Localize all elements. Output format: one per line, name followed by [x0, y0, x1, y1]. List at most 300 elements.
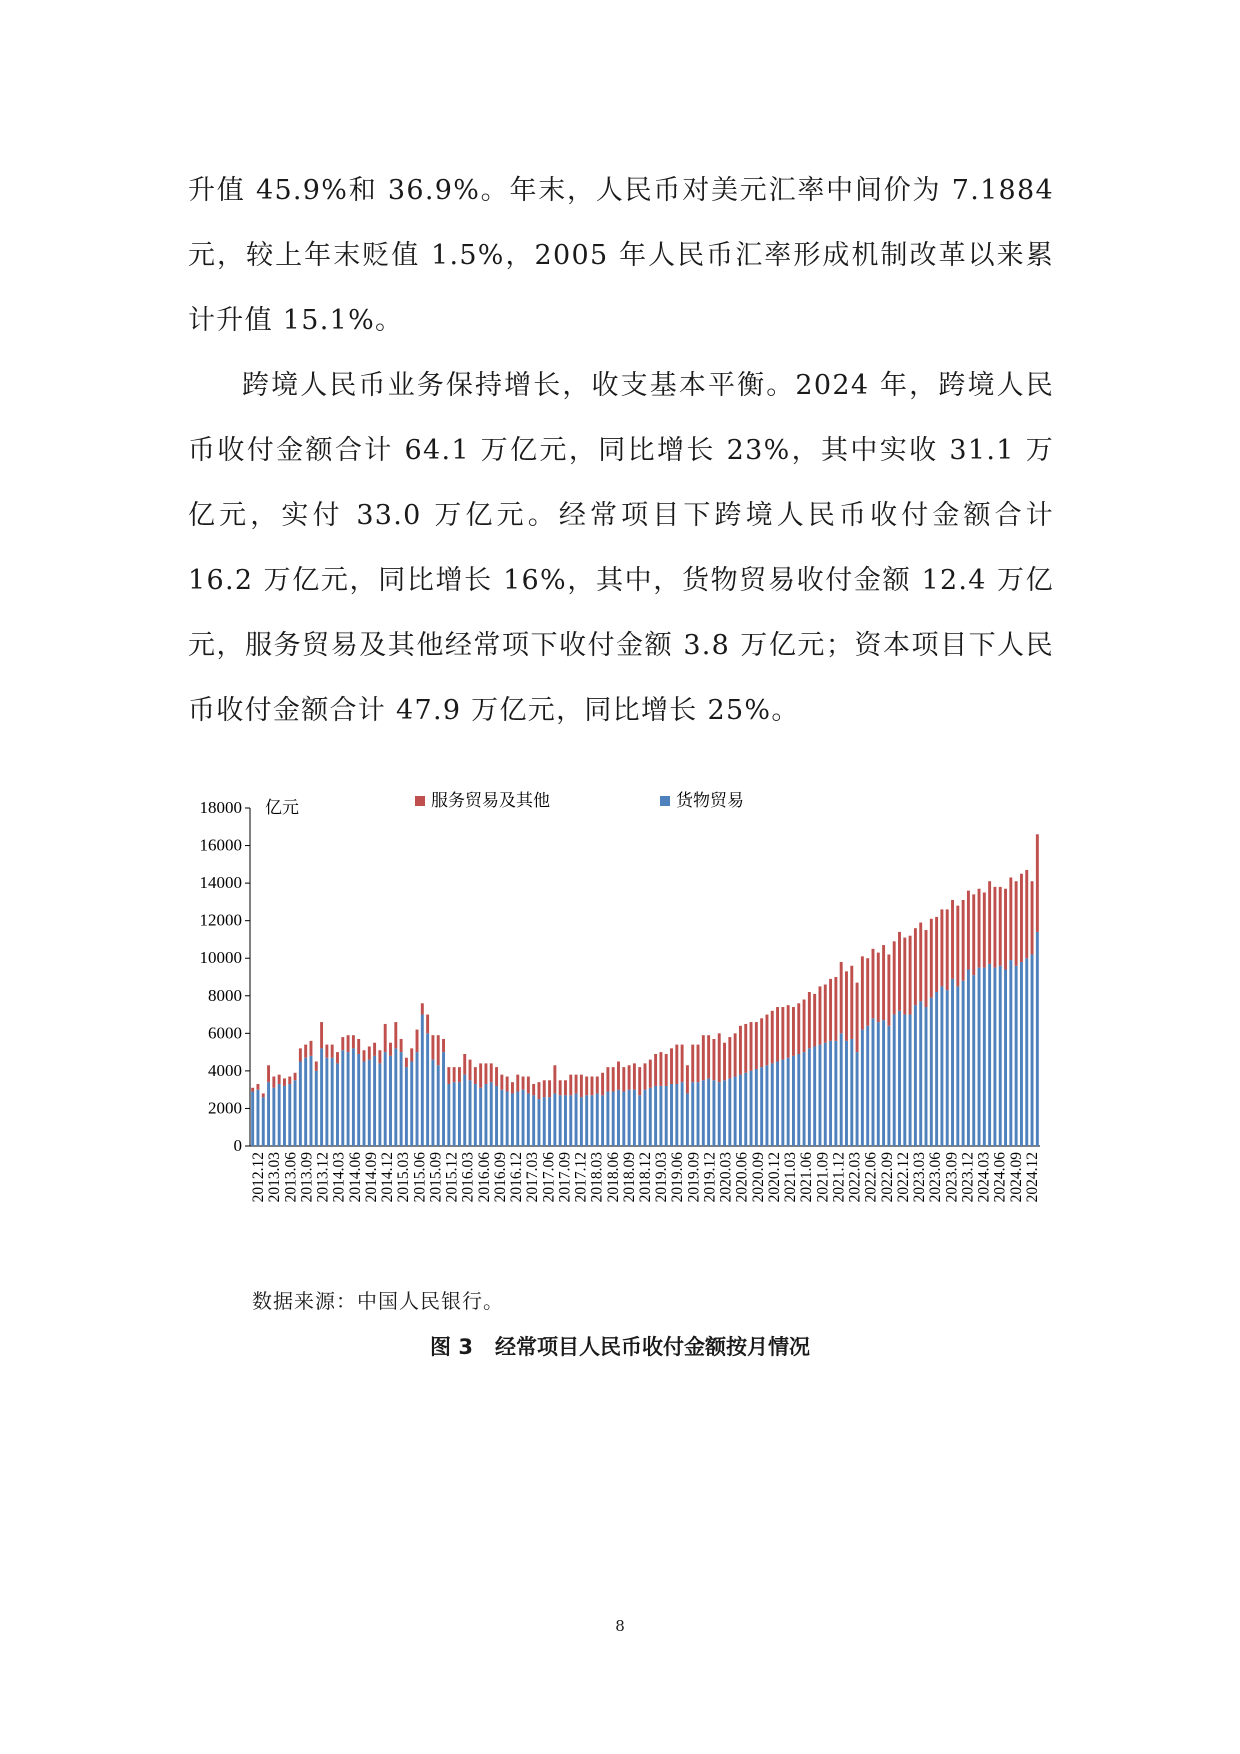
bar-services — [914, 928, 917, 1005]
x-tick-label: 2020.09 — [749, 1152, 767, 1203]
bar-goods — [288, 1084, 291, 1146]
x-tick-label: 2020.12 — [765, 1152, 783, 1203]
bar-goods — [548, 1097, 551, 1146]
bar-goods — [320, 1048, 323, 1146]
bar-goods — [993, 968, 996, 1146]
bar-goods — [940, 986, 943, 1146]
bar-services — [352, 1035, 355, 1048]
bar-services — [622, 1067, 625, 1091]
x-tick-label: 2014.09 — [362, 1152, 380, 1203]
bar-goods — [744, 1073, 747, 1146]
bar-goods — [405, 1067, 408, 1146]
bar-services — [718, 1033, 721, 1082]
x-tick-label: 2019.12 — [701, 1152, 719, 1203]
bar-services — [442, 1039, 445, 1052]
bar-services — [781, 1007, 784, 1060]
bar-goods — [850, 1039, 853, 1146]
bar-services — [861, 956, 864, 1029]
bar-goods — [718, 1082, 721, 1146]
bar-services — [771, 1011, 774, 1064]
bar-goods — [967, 969, 970, 1146]
bar-goods — [649, 1088, 652, 1146]
paragraph-1: 升值 45.9%和 36.9%。年末，人民币对美元汇率中间价为 7.1884 元，较上年末贬值 1.5%，2005 年人民币汇率形成机制改革以来累计升值 15.1%。 — [188, 175, 1054, 336]
bar-goods — [416, 1052, 419, 1146]
bar-goods — [813, 1046, 816, 1146]
bar-services — [872, 949, 875, 1018]
bar-goods — [575, 1093, 578, 1146]
bar-services — [463, 1054, 466, 1075]
chart — [190, 786, 1070, 1246]
bar-goods — [771, 1063, 774, 1146]
bar-goods — [400, 1052, 403, 1146]
bar-goods — [681, 1082, 684, 1146]
x-tick-label: 2024.12 — [1023, 1152, 1041, 1203]
bar-services — [373, 1043, 376, 1056]
x-tick-label: 2013.12 — [314, 1152, 332, 1203]
bar-goods — [887, 1026, 890, 1146]
bar-goods — [532, 1095, 535, 1146]
x-tick-label: 2018.09 — [620, 1152, 638, 1203]
bar-services — [315, 1062, 318, 1071]
x-tick-label: 2016.06 — [475, 1152, 493, 1203]
bar-services — [283, 1078, 286, 1086]
x-tick-label: 2024.06 — [991, 1152, 1009, 1203]
x-tick-label: 2017.03 — [524, 1152, 542, 1203]
bar-services — [882, 945, 885, 1020]
bar-goods — [834, 1041, 837, 1146]
bar-services — [336, 1052, 339, 1063]
x-tick-label: 2023.06 — [927, 1152, 945, 1203]
bar-services — [1009, 877, 1012, 960]
bar-services — [410, 1048, 413, 1061]
bar-services — [649, 1060, 652, 1088]
bar-goods — [723, 1080, 726, 1146]
bar-services — [702, 1035, 705, 1080]
bar-services — [251, 1088, 254, 1092]
x-tick-label: 2024.09 — [1007, 1152, 1025, 1203]
bar-services — [606, 1067, 609, 1091]
x-tick-label: 2020.06 — [733, 1152, 751, 1203]
bar-goods — [845, 1041, 848, 1146]
x-tick-label: 2023.03 — [911, 1152, 929, 1203]
bar-goods — [691, 1082, 694, 1146]
bar-goods — [988, 964, 991, 1146]
bar-services — [617, 1062, 620, 1090]
bar-services — [394, 1022, 397, 1048]
bar-services — [426, 1015, 429, 1034]
bar-services — [787, 1005, 790, 1058]
bar-goods — [829, 1041, 832, 1146]
x-tick-label: 2021.03 — [782, 1152, 800, 1203]
bar-services — [893, 941, 896, 1014]
y-tick-label: 0 — [233, 1136, 242, 1155]
bar-goods — [336, 1063, 339, 1146]
bar-services — [760, 1018, 763, 1067]
bar-goods — [617, 1090, 620, 1146]
bar-services — [675, 1045, 678, 1084]
bar-services — [707, 1035, 710, 1078]
paragraph-2: 跨境人民币业务保持增长，收支基本平衡。2024 年，跨境人民币收付金额合计 64.1 万亿元，同比增长 23%，其中实收 31.1 万亿元，实付 33.0 万亿元。经常项目下跨境人民币收付金额合计 16.2 万亿元，同比增长 16%，其中，货物贸易收付金额 12.4 万亿元，服务贸易及其他经常项下收付金额 3.8 万亿元；资本项目下人民币收付金额合计 47.9 万亿元，同比增长 25%。 — [188, 370, 1054, 726]
bar-goods — [373, 1056, 376, 1146]
bar-goods — [484, 1084, 487, 1146]
bar-services — [750, 1022, 753, 1071]
bar-services — [538, 1082, 541, 1099]
chart-svg — [190, 786, 1070, 1246]
bar-services — [1025, 870, 1028, 958]
bar-goods — [315, 1071, 318, 1146]
bar-goods — [341, 1050, 344, 1146]
bar-goods — [962, 981, 965, 1146]
bar-services — [697, 1045, 700, 1083]
bar-services — [458, 1067, 461, 1082]
bar-services — [453, 1067, 456, 1082]
bar-goods — [580, 1097, 583, 1146]
x-tick-label: 2015.06 — [411, 1152, 429, 1203]
bar-services — [840, 962, 843, 1033]
bar-services — [511, 1082, 514, 1093]
bar-goods — [919, 1001, 922, 1146]
bar-goods — [633, 1090, 636, 1146]
bar-goods — [1020, 962, 1023, 1146]
bar-goods — [893, 1015, 896, 1146]
bar-services — [803, 1000, 806, 1053]
bar-goods — [840, 1033, 843, 1146]
x-tick-label: 2014.06 — [346, 1152, 364, 1203]
figure-title: 经常项目人民币收付金额按月情况 — [494, 1335, 810, 1359]
bar-services — [659, 1052, 662, 1086]
bar-goods — [819, 1045, 822, 1146]
bar-services — [325, 1045, 328, 1058]
y-tick-label: 6000 — [208, 1023, 242, 1043]
bar-goods — [935, 992, 938, 1146]
bar-goods — [776, 1062, 779, 1147]
x-tick-label: 2018.06 — [604, 1152, 622, 1203]
bar-services — [278, 1075, 281, 1084]
bar-services — [813, 994, 816, 1047]
bar-services — [1020, 874, 1023, 962]
bar-services — [967, 891, 970, 970]
x-tick-label: 2020.03 — [717, 1152, 735, 1203]
bar-goods — [765, 1065, 768, 1146]
y-tick-label: 16000 — [199, 835, 242, 855]
x-tick-label: 2016.03 — [459, 1152, 477, 1203]
bar-services — [739, 1026, 742, 1075]
bar-goods — [458, 1082, 461, 1146]
bar-goods — [522, 1090, 525, 1146]
bar-goods — [469, 1080, 472, 1146]
bar-goods — [739, 1075, 742, 1146]
bar-services — [553, 1065, 556, 1093]
bar-services — [416, 1030, 419, 1053]
bar-goods — [527, 1093, 530, 1146]
bar-goods — [304, 1058, 307, 1146]
bar-services — [341, 1037, 344, 1050]
bar-goods — [431, 1060, 434, 1146]
bar-goods — [538, 1099, 541, 1146]
bar-services — [978, 889, 981, 968]
bar-services — [532, 1084, 535, 1095]
bar-services — [644, 1063, 647, 1089]
bar-goods — [638, 1095, 641, 1146]
y-tick-label: 18000 — [199, 798, 242, 817]
bar-goods — [543, 1097, 546, 1146]
y-tick-label: 12000 — [199, 910, 242, 930]
bar-goods — [972, 975, 975, 1146]
bar-services — [919, 923, 922, 1002]
x-tick-label: 2018.12 — [637, 1152, 654, 1203]
bar-goods — [670, 1084, 673, 1146]
bar-goods — [585, 1095, 588, 1146]
x-tick-label: 2022.03 — [846, 1152, 864, 1203]
bar-services — [628, 1065, 631, 1089]
bar-services — [983, 893, 986, 968]
bar-goods — [808, 1048, 811, 1146]
bar-goods — [500, 1090, 503, 1146]
bar-services — [940, 909, 943, 986]
x-tick-label: 2021.06 — [798, 1152, 816, 1203]
bar-services — [479, 1063, 482, 1087]
bar-goods — [591, 1095, 594, 1146]
bar-services — [256, 1084, 259, 1090]
figure-number: 图 3 — [430, 1335, 473, 1359]
bar-goods — [1031, 954, 1034, 1146]
bar-goods — [463, 1075, 466, 1146]
bar-services — [490, 1063, 493, 1082]
x-tick-label: 2013.09 — [298, 1152, 316, 1203]
bar-services — [331, 1045, 334, 1058]
bar-services — [930, 919, 933, 998]
bar-goods — [654, 1086, 657, 1146]
bar-goods — [612, 1092, 615, 1146]
bar-goods — [442, 1052, 445, 1146]
bar-services — [484, 1063, 487, 1084]
legend-label: 货物贸易 — [676, 791, 744, 811]
bar-services — [925, 930, 928, 1007]
bar-services — [559, 1080, 562, 1095]
x-tick-label: 2022.06 — [862, 1152, 880, 1203]
x-tick-label: 2015.12 — [443, 1152, 461, 1203]
bar-services — [956, 906, 959, 987]
bar-goods — [1009, 960, 1012, 1146]
bar-goods — [877, 1022, 880, 1146]
bar-goods — [474, 1084, 477, 1146]
bar-goods — [447, 1084, 450, 1146]
bar-goods — [596, 1093, 599, 1146]
bar-services — [548, 1080, 551, 1097]
bar-goods — [384, 1052, 387, 1146]
bar-goods — [665, 1086, 668, 1146]
bar-goods — [712, 1080, 715, 1146]
bar-goods — [792, 1056, 795, 1146]
x-tick-label: 2016.09 — [491, 1152, 509, 1203]
bar-goods — [256, 1090, 259, 1146]
bar-goods — [978, 968, 981, 1146]
bar-goods — [490, 1082, 493, 1146]
bar-goods — [601, 1095, 604, 1146]
bar-services — [569, 1075, 572, 1096]
bar-goods — [251, 1092, 254, 1146]
bar-services — [447, 1067, 450, 1084]
x-tick-label: 2015.09 — [427, 1152, 445, 1203]
bar-services — [999, 887, 1002, 966]
bar-services — [596, 1077, 599, 1094]
bar-services — [272, 1077, 275, 1088]
bar-services — [712, 1039, 715, 1080]
bar-goods — [1004, 969, 1007, 1146]
bar-goods — [866, 1026, 869, 1146]
legend-label: 服务贸易及其他 — [431, 791, 550, 811]
bar-services — [765, 1015, 768, 1066]
bar-services — [935, 917, 938, 992]
bar-goods — [946, 990, 949, 1146]
bar-goods — [803, 1052, 806, 1146]
y-tick-label: 8000 — [208, 985, 242, 1005]
bar-services — [834, 977, 837, 1041]
bar-goods — [559, 1095, 562, 1146]
y-tick-label: 10000 — [199, 948, 242, 968]
bar-goods — [903, 1015, 906, 1146]
bar-services — [792, 1007, 795, 1056]
bar-goods — [262, 1097, 265, 1146]
bar-services — [612, 1067, 615, 1091]
x-tick-label: 2015.03 — [395, 1152, 413, 1203]
bar-services — [850, 966, 853, 1039]
x-tick-label: 2014.03 — [330, 1152, 348, 1203]
bar-services — [845, 971, 848, 1040]
bar-goods — [378, 1063, 381, 1146]
bar-services — [638, 1067, 641, 1095]
bar-goods — [622, 1092, 625, 1146]
x-tick-label: 2013.03 — [266, 1152, 284, 1203]
bar-services — [564, 1080, 567, 1095]
bar-goods — [781, 1060, 784, 1146]
bar-goods — [453, 1082, 456, 1146]
legend-swatch — [660, 796, 670, 806]
bar-goods — [352, 1048, 355, 1146]
bar-services — [384, 1024, 387, 1052]
bar-services — [670, 1048, 673, 1084]
x-tick-label: 2017.06 — [540, 1152, 558, 1203]
bar-services — [400, 1039, 403, 1052]
bar-goods — [267, 1082, 270, 1146]
x-tick-label: 2017.09 — [556, 1152, 574, 1203]
bar-services — [808, 992, 811, 1048]
bar-goods — [410, 1062, 413, 1147]
x-tick-label: 2021.09 — [814, 1152, 832, 1203]
bar-services — [633, 1063, 636, 1089]
x-tick-label: 2022.12 — [894, 1152, 912, 1203]
bar-services — [824, 985, 827, 1043]
bar-services — [909, 936, 912, 1015]
y-unit-label: 亿元 — [265, 798, 299, 818]
bar-services — [755, 1022, 758, 1069]
bar-services — [866, 958, 869, 1026]
bar-goods — [644, 1090, 647, 1146]
bar-goods — [882, 1020, 885, 1146]
bar-goods — [930, 998, 933, 1146]
bar-goods — [325, 1058, 328, 1146]
bar-goods — [606, 1092, 609, 1146]
bar-services — [543, 1080, 546, 1097]
bar-services — [320, 1022, 323, 1048]
bar-goods — [394, 1048, 397, 1146]
bar-goods — [506, 1092, 509, 1146]
bar-goods — [824, 1043, 827, 1146]
bar-goods — [909, 1015, 912, 1146]
bar-services — [500, 1075, 503, 1090]
bar-goods — [516, 1092, 519, 1146]
y-tick-label: 4000 — [208, 1060, 242, 1080]
x-tick-label: 2019.09 — [685, 1152, 703, 1203]
x-tick-label: 2017.12 — [572, 1152, 590, 1203]
bar-services — [262, 1093, 265, 1097]
bar-goods — [1025, 958, 1028, 1146]
page-number: 8 — [615, 1617, 625, 1635]
bar-goods — [728, 1078, 731, 1146]
bar-services — [691, 1045, 694, 1083]
bar-services — [1031, 881, 1034, 954]
x-tick-label: 2024.03 — [975, 1152, 993, 1203]
bar-services — [304, 1045, 307, 1058]
x-tick-label: 2012.12 — [250, 1152, 268, 1203]
bar-services — [1004, 889, 1007, 970]
bar-services — [686, 1065, 689, 1093]
bar-services — [1036, 834, 1039, 932]
bar-goods — [368, 1060, 371, 1146]
bar-services — [728, 1037, 731, 1078]
bar-goods — [707, 1078, 710, 1146]
bar-goods — [797, 1054, 800, 1146]
bar-goods — [1015, 966, 1018, 1146]
bar-goods — [951, 979, 954, 1146]
bar-goods — [564, 1095, 567, 1146]
x-tick-label: 2022.09 — [878, 1152, 896, 1203]
bar-services — [580, 1075, 583, 1098]
bar-services — [665, 1054, 668, 1086]
x-tick-label: 2014.12 — [379, 1152, 397, 1203]
bar-goods — [479, 1088, 482, 1146]
bar-services — [405, 1058, 408, 1067]
x-tick-label: 2019.03 — [653, 1152, 671, 1203]
bar-services — [734, 1033, 737, 1076]
bar-services — [522, 1077, 525, 1090]
x-tick-label: 2018.03 — [588, 1152, 606, 1203]
bar-goods — [914, 1005, 917, 1146]
bar-services — [421, 1003, 424, 1014]
bar-services — [819, 986, 822, 1044]
bar-goods — [426, 1033, 429, 1146]
bar-goods — [437, 1065, 440, 1146]
bar-services — [585, 1077, 588, 1096]
bar-services — [299, 1048, 302, 1061]
bar-goods — [347, 1052, 350, 1146]
bar-goods — [787, 1058, 790, 1146]
bar-services — [654, 1054, 657, 1086]
bar-goods — [734, 1077, 737, 1146]
bar-services — [962, 900, 965, 981]
source-note: 数据来源：中国人民银行。 — [252, 1289, 504, 1313]
bar-services — [378, 1050, 381, 1063]
bar-services — [887, 954, 890, 1025]
bar-goods — [272, 1088, 275, 1146]
bar-services — [993, 887, 996, 968]
bar-services — [575, 1075, 578, 1094]
bar-goods — [861, 1030, 864, 1146]
bar-services — [723, 1043, 726, 1081]
bar-goods — [702, 1080, 705, 1146]
bar-services — [776, 1007, 779, 1061]
x-tick-label: 2019.06 — [669, 1152, 687, 1203]
